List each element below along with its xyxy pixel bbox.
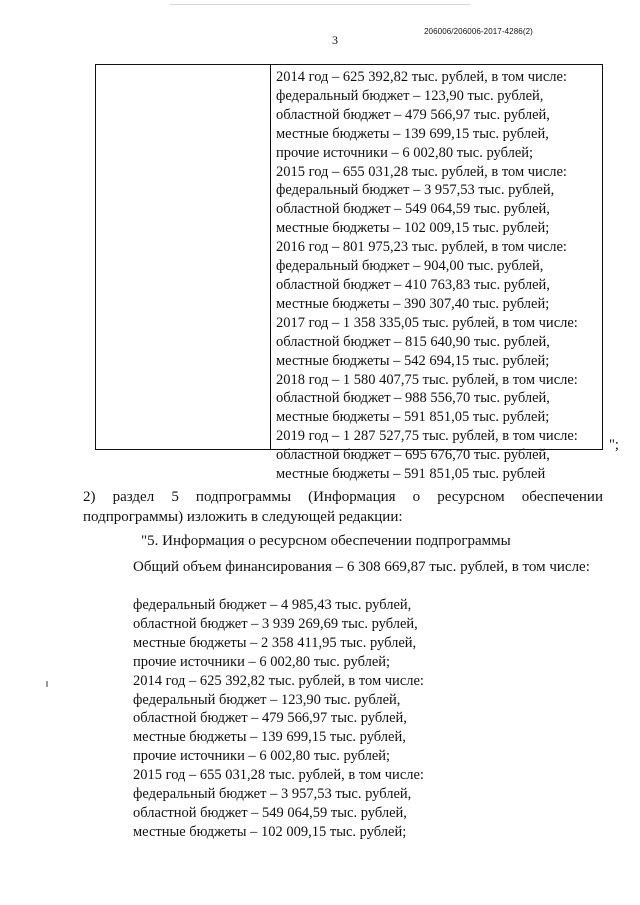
body-line: федеральный бюджет – 123,90 тыс. рублей,: [133, 691, 401, 708]
body-funding-lines: [133, 596, 424, 842]
table-line: местные бюджеты – 591 851,05 тыс. рублей;: [276, 409, 550, 426]
body-line: местные бюджеты – 2 358 411,95 тыс. рублей,: [133, 634, 417, 651]
table-line: прочие источники – 6 002,80 тыс. рублей;: [276, 144, 534, 161]
body-line: областной бюджет – 3 939 269,69 тыс. рублей,: [133, 615, 418, 632]
scan-margin-mark: [46, 681, 48, 687]
body-line: прочие источники – 6 002,80 тыс. рублей;: [133, 653, 391, 670]
table-line: местные бюджеты – 102 009,15 тыс. рублей;: [276, 220, 550, 237]
body-line: 2015 год – 655 031,28 тыс. рублей, в том числе:: [133, 767, 424, 784]
total-funding-paragraph: Общий объем финансирования – 6 308 669,87 тыс. рублей, в том числе:: [133, 559, 590, 575]
table-line: областной бюджет – 410 763,83 тыс. рублей,: [276, 276, 550, 293]
section-title: "5. Информация о ресурсном обеспечении подпрограммы: [141, 533, 511, 549]
funding-table: [95, 64, 603, 483]
scan-top-edge: [170, 4, 470, 5]
table-line: 2017 год – 1 358 335,05 тыс. рублей, в том числе:: [276, 314, 578, 331]
table-line: областной бюджет – 549 064,59 тыс. рублей,: [276, 201, 550, 218]
page-number: 3: [332, 33, 338, 47]
table-line: местные бюджеты – 139 699,15 тыс. рублей,: [276, 125, 549, 142]
table-line: 2019 год – 1 287 527,75 тыс. рублей, в том числе:: [276, 428, 578, 445]
table-line: федеральный бюджет – 904,00 тыс. рублей,: [276, 258, 544, 275]
body-line: федеральный бюджет – 4 985,43 тыс. рублей,: [133, 597, 412, 613]
table-line: областной бюджет – 479 566,97 тыс. рублей,: [276, 106, 550, 123]
table-line: местные бюджеты – 591 851,05 тыс. рублей: [276, 466, 546, 483]
body-line: местные бюджеты – 102 009,15 тыс. рублей;: [133, 823, 407, 840]
body-line: местные бюджеты – 139 699,15 тыс. рублей,: [133, 729, 406, 746]
table-column-divider: [270, 65, 271, 449]
table-line: 2016 год – 801 975,23 тыс. рублей, в том числе:: [276, 239, 567, 256]
table-line: 2014 год – 625 392,82 тыс. рублей, в том числе:: [276, 69, 567, 85]
table-funding-lines: [276, 68, 578, 484]
body-line: областной бюджет – 549 064,59 тыс. рублей,: [133, 804, 407, 821]
amendment-paragraph: 2) раздел 5 подпрограммы (Информация о ресурсном обеспечении подпрограммы) изложить в следующей редакции:: [83, 489, 603, 525]
table-line: местные бюджеты – 390 307,40 тыс. рублей;: [276, 295, 550, 312]
body-line: федеральный бюджет – 3 957,53 тыс. рублей,: [133, 786, 412, 803]
document-code: 206006/206006-2017-4286(2): [424, 27, 533, 36]
table-line: областной бюджет – 815 640,90 тыс. рублей,: [276, 333, 550, 350]
closing-quote-mark: ";: [609, 437, 619, 453]
table-line: местные бюджеты – 542 694,15 тыс. рублей;: [276, 352, 550, 369]
table-line: федеральный бюджет – 3 957,53 тыс. рублей,: [276, 182, 555, 199]
table-line: 2018 год – 1 580 407,75 тыс. рублей, в том числе:: [276, 371, 578, 388]
table-line: областной бюджет – 988 556,70 тыс. рублей,: [276, 390, 550, 407]
table-line: областной бюджет – 695 676,70 тыс. рублей,: [276, 447, 550, 464]
table-line: федеральный бюджет – 123,90 тыс. рублей,: [276, 87, 544, 104]
body-line: областной бюджет – 479 566,97 тыс. рублей,: [133, 710, 407, 727]
body-line: прочие источники – 6 002,80 тыс. рублей;: [133, 748, 391, 765]
table-line: 2015 год – 655 031,28 тыс. рублей, в том числе:: [276, 163, 567, 180]
body-line: 2014 год – 625 392,82 тыс. рублей, в том числе:: [133, 672, 424, 689]
